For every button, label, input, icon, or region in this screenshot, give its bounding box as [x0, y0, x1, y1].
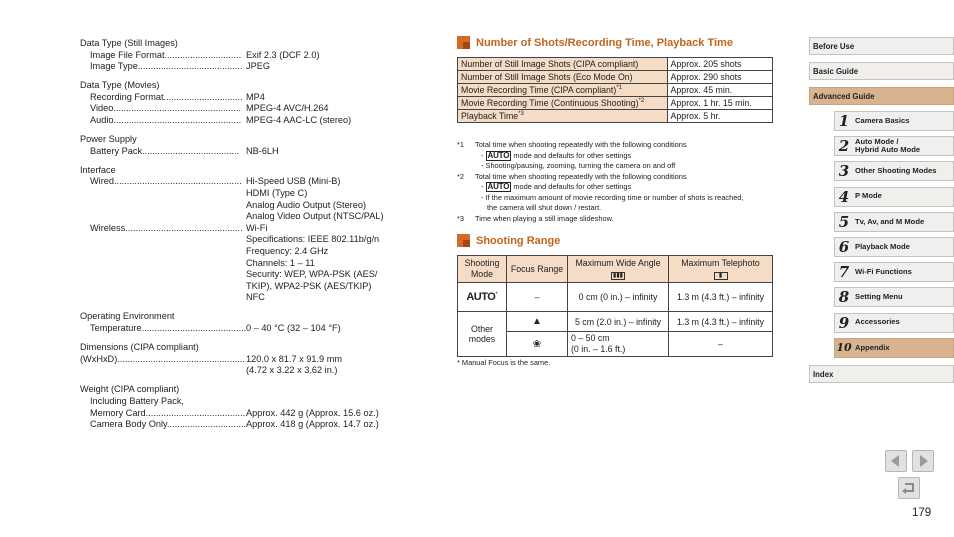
spec-value: Hi-Speed USB (Mini-B) [246, 176, 341, 187]
spec-leader-dots: .................................................. [113, 103, 241, 114]
spec-value: Frequency: 2.4 GHz [246, 246, 329, 256]
spec-leader-dots: .................................................. [113, 115, 242, 126]
spec-value: Exif 2.3 (DCF 2.0) [246, 49, 320, 60]
chapter-item[interactable] [834, 313, 954, 333]
range-value: 1.3 m (4.3 ft.) – infinity [669, 312, 773, 332]
spec-row [80, 323, 440, 335]
spec-value: Analog Audio Output (Stereo) [246, 199, 367, 210]
chapter-number: 1 [838, 112, 850, 130]
nav-item-basic-guide[interactable]: Basic Guide [809, 62, 954, 80]
shots-value: Approx. 1 hr. 15 min. [667, 97, 772, 110]
section-marker-icon [457, 36, 470, 49]
spec-label-text: (WxHxD) [80, 353, 118, 364]
spec-value: MP4 [246, 91, 265, 102]
footnote-text: mode and defaults for other settings [513, 182, 632, 191]
spec-value: Approx. 442 g (Approx. 15.6 oz.) [246, 407, 379, 418]
spec-leader-dots: ......................................... [137, 61, 243, 72]
shots-label: Movie Recording Time (Continuous Shooting)$^{*2}$ [458, 97, 668, 110]
table-row [458, 97, 773, 110]
chapter-label: Accessories [855, 317, 900, 327]
chapter-label: Camera Basics [855, 115, 910, 125]
auto-sup: * [495, 292, 498, 299]
chapter-item[interactable] [834, 111, 954, 131]
chapter-number: 6 [838, 238, 850, 256]
page-number: 179 [912, 507, 932, 519]
spec-row [80, 408, 440, 420]
spec-section-title: Weight (CIPA compliant) [80, 384, 180, 395]
chapter-number: 2 [838, 137, 850, 156]
spec-leader-dots: .................................................. [114, 176, 242, 187]
chapter-number: 5 [838, 212, 850, 231]
spec-row [80, 103, 440, 115]
macro-icon: ❀ [507, 332, 568, 357]
section-heading-text: Number of Shots/Recording Time, Playback Time [476, 36, 733, 49]
shooting-range-table [457, 255, 773, 357]
spec-value: 0 – 40 °C (32 – 104 °F) [246, 323, 341, 334]
chapter-label: Other Shooting Modes [855, 166, 937, 176]
other-modes-cell: Other modes [458, 312, 507, 357]
spec-label [80, 146, 246, 158]
spec-label [80, 61, 246, 73]
spec-label [80, 408, 246, 420]
spec-value: TKIP), WPA2-PSK (AES/TKIP) [246, 280, 372, 291]
spec-label-text: Image File Format [90, 49, 165, 60]
next-page-button[interactable] [912, 450, 934, 472]
chapter-label: Hybrid Auto Mode [855, 145, 921, 155]
spec-leader-dots: .............................. [164, 49, 242, 60]
section-marker-icon [457, 234, 470, 247]
shots-table [457, 57, 773, 123]
chapter-label: Playback Mode [855, 241, 910, 251]
footnote-text: Time when playing a still image slideshow. [475, 213, 614, 223]
return-button[interactable] [898, 477, 920, 499]
nav-item-before-use[interactable]: Before Use [809, 37, 954, 55]
spec-value: Specifications: IEEE 802.11b/g/n [246, 234, 380, 245]
spec-row [80, 115, 440, 127]
spec-label-text: Wireless [90, 222, 126, 233]
shots-label: Number of Still Image Shots (Eco Mode On) [458, 71, 668, 84]
spec-leader-dots: ......................................... [141, 323, 246, 334]
chapter-number: 9 [838, 313, 850, 332]
col-header: Maximum Telephoto ▮ [669, 256, 773, 283]
spec-subheading: Including Battery Pack, [90, 396, 184, 407]
shots-value: Approx. 45 min. [667, 84, 772, 97]
spec-row [80, 92, 440, 104]
spec-leader-dots: .................................................. [117, 353, 245, 364]
nav-item-index[interactable]: Index [809, 365, 954, 383]
range-value: 0 – 50 cm (0 in. – 1.6 ft.) [568, 332, 669, 357]
spec-row [80, 61, 440, 73]
prev-page-button[interactable] [885, 450, 907, 472]
chapter-item[interactable] [834, 161, 954, 181]
section-heading-range [457, 234, 560, 247]
footnote-mark: *2 [457, 171, 464, 181]
auto-mode-icon: AUTO [487, 182, 510, 191]
focus-range-cell: – [507, 283, 568, 312]
chapter-number: 4 [838, 187, 850, 206]
spec-label-text: Wired [90, 176, 114, 187]
spec-value: (4.72 x 3.22 x 3.62 in.) [246, 365, 338, 376]
nav-item-advanced-guide[interactable]: Advanced Guide [809, 87, 954, 105]
return-icon [899, 478, 919, 498]
telephoto-icon: ▮ [714, 272, 728, 280]
spec-leader-dots: ...................................... [142, 145, 240, 156]
footnote-ref: *3 [518, 111, 524, 118]
spec-value: JPEG [246, 61, 270, 72]
footnote-mark: *3 [457, 213, 464, 223]
shots-label: Number of Still Image Shots (CIPA compliant) [458, 58, 668, 71]
footnote-text: mode and defaults for other settings [513, 150, 632, 160]
spec-label [80, 115, 246, 127]
chapter-label: Tv, Av, and M Mode [855, 216, 925, 226]
auto-mode-icon: AUTO [466, 291, 496, 303]
chapter-label: Setting Menu [855, 292, 903, 302]
wide-angle-icon: ▮▮▮ [611, 272, 625, 280]
range-value: 5 cm (2.0 in.) – infinity [568, 312, 669, 332]
spec-value: NB-6LH [246, 145, 279, 156]
chapter-item[interactable] [834, 212, 954, 232]
range-value: 0 cm (0 in.) – infinity [568, 283, 669, 312]
chapter-label: P Mode [855, 191, 882, 201]
chapter-number: 8 [838, 288, 850, 307]
col-header: Shooting Mode [458, 256, 507, 283]
specifications-list [80, 38, 440, 431]
footnote-text: the camera will shut down / restart. [487, 203, 602, 212]
spec-label-text: Camera Body Only [90, 419, 167, 430]
shots-value: Approx. 205 shots [667, 58, 772, 71]
range-value: 1.3 m (4.3 ft.) – infinity [669, 283, 773, 312]
spec-label [80, 92, 246, 104]
spec-section-title: Data Type (Still Images) [80, 38, 178, 48]
chapter-label: Auto Mode / [855, 136, 899, 146]
spec-value: MPEG-4 AVC/H.264 [246, 103, 329, 114]
col-header: Focus Range [507, 256, 568, 283]
spec-value: Wi-Fi [246, 222, 268, 233]
spec-label-text: Video [90, 103, 114, 114]
spec-value: MPEG-4 AAC-LC (stereo) [246, 115, 352, 126]
spec-value: Security: WEP, WPA-PSK (AES/ [246, 269, 378, 280]
spec-row [80, 176, 440, 222]
auto-mode-icon: AUTO [487, 150, 510, 160]
spec-section-title: Dimensions (CIPA compliant) [80, 342, 199, 353]
footnote-text: Total time when shooting repeatedly with the following conditions [475, 140, 687, 149]
spec-label [80, 323, 246, 335]
shots-value: Approx. 290 shots [667, 71, 772, 84]
arrow-left-icon [886, 451, 906, 471]
section-heading-text: Shooting Range [476, 234, 561, 247]
spec-label [80, 419, 246, 431]
spec-label [80, 354, 246, 377]
spec-section-title: Data Type (Movies) [80, 80, 160, 91]
range-footnote: * Manual Focus is the same. [457, 358, 551, 367]
spec-row [80, 223, 440, 304]
shots-label: Movie Recording Time (CIPA compliant)$^{*1}$ [458, 84, 668, 97]
shots-value: Approx. 5 hr. [667, 110, 772, 123]
spec-section-title: Interface [80, 164, 116, 175]
chapter-number: 10 [836, 340, 852, 354]
spec-value: Channels: 1 – 11 [246, 257, 315, 268]
spec-section-title: Operating Environment [80, 311, 175, 322]
spec-row [80, 146, 440, 158]
spec-label-text: Temperature [90, 323, 142, 334]
chapter-label: Wi-Fi Functions [855, 266, 912, 276]
chapter-number: 3 [838, 162, 850, 181]
footnote-ref: *2 [638, 98, 645, 105]
spec-label [80, 103, 246, 115]
spec-value: 120.0 x 81.7 x 91.9 mm [246, 353, 343, 364]
spec-row [80, 50, 440, 62]
table-row [458, 110, 773, 123]
spec-label-text: Memory Card [90, 407, 146, 418]
spec-label-text: Image Type [90, 61, 138, 72]
auto-mode-cell [458, 283, 507, 312]
spec-leader-dots: ....................................... [145, 407, 246, 418]
chapter-item[interactable] [834, 287, 954, 307]
shots-footnotes: *1 Total time when shooting repeatedly with the following conditions - AUTO mode and defaults for other settings - Shooting/pausing, zooming, turning the camera on and off *2 Total time when shooting repeatedly with the following conditions - AUTO mode and defaults for other settings - If the maximum amount of movie recording time or number of shots is reached, the camera will shut down / restart. *3 Time when playing a still image slideshow. [457, 140, 787, 224]
spec-label-text: Audio [90, 115, 114, 126]
spec-label [80, 223, 246, 304]
footnote-mark: *1 [457, 140, 464, 149]
spec-label [80, 176, 246, 222]
spec-value: Approx. 418 g (Approx. 14.7 oz.) [246, 419, 379, 430]
spec-label-text: Battery Pack [90, 145, 143, 156]
chapter-item[interactable] [834, 338, 954, 358]
arrow-right-icon [913, 451, 933, 471]
chapter-item[interactable] [834, 187, 954, 207]
spec-value: NFC [246, 292, 265, 303]
spec-row [80, 419, 440, 431]
spec-label-text: Recording Format [90, 91, 164, 102]
spec-leader-dots: .............................................. [125, 222, 243, 233]
chapter-item[interactable] [834, 237, 954, 257]
chapter-label: Appendix [855, 342, 890, 352]
range-value: – [669, 332, 773, 357]
chapter-item[interactable] [834, 262, 954, 282]
spec-label [80, 50, 246, 62]
table-row [458, 84, 773, 97]
table-row [458, 71, 773, 84]
section-heading-shots [457, 36, 733, 49]
footnote-text: - If the maximum amount of movie recording time or number of shots is reached, [481, 192, 744, 202]
spec-leader-dots: ............................... [163, 91, 243, 102]
chapter-number: 7 [838, 263, 850, 282]
table-row [458, 58, 773, 71]
mountain-icon: ▲ [507, 312, 568, 332]
spec-row [80, 354, 440, 377]
spec-section-title: Power Supply [80, 134, 137, 145]
footnote-text: Total time when shooting repeatedly with the following conditions [475, 171, 687, 181]
shots-label: Playback Time$^{*3}$ [458, 110, 668, 123]
spec-value: HDMI (Type C) [246, 188, 308, 199]
spec-leader-dots: ............................... [166, 419, 246, 430]
col-header: Maximum Wide Angle ▮▮▮ [568, 256, 669, 283]
chapter-item[interactable] [834, 136, 954, 156]
footnote-ref: *1 [616, 85, 622, 92]
footnote-text: - Shooting/pausing, zooming, turning the camera on and off [481, 161, 676, 170]
spec-value: Analog Video Output (NTSC/PAL) [246, 211, 384, 222]
